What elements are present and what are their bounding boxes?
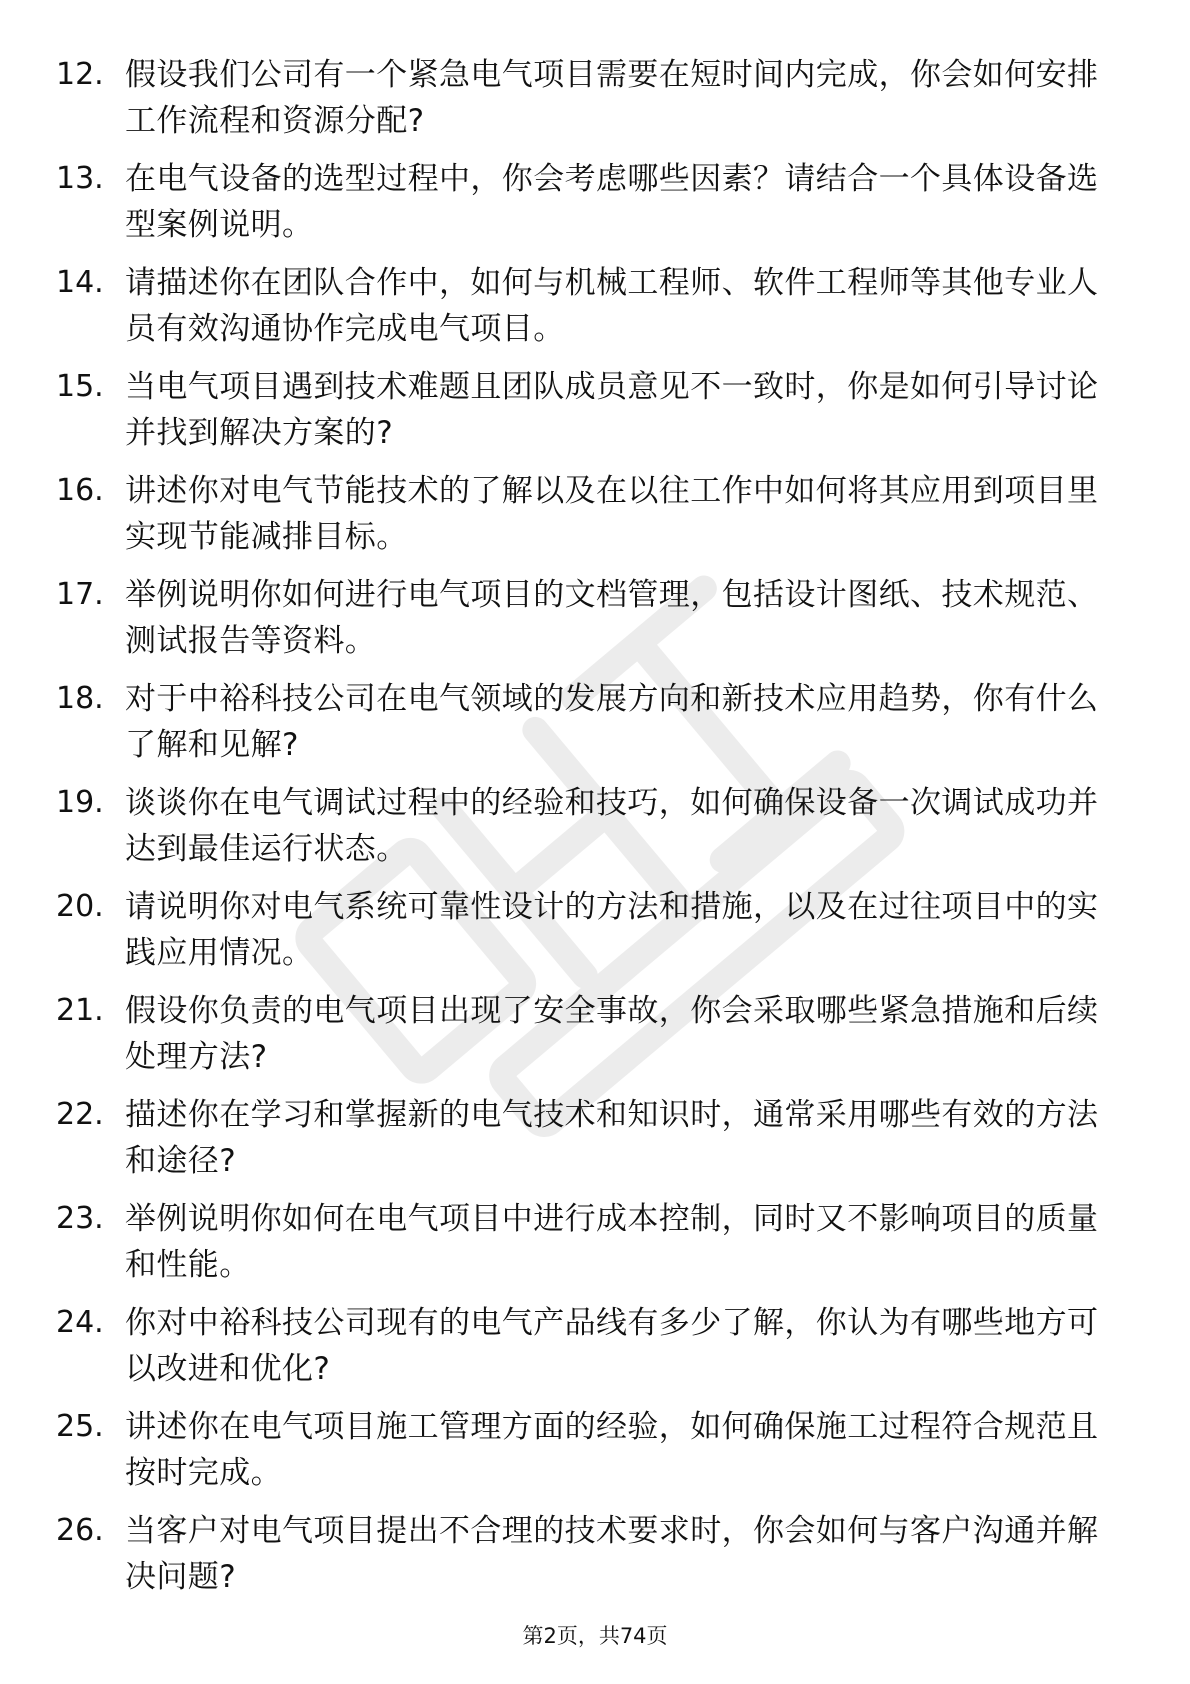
question-number: 13. bbox=[56, 161, 104, 196]
question-item bbox=[56, 364, 1112, 468]
question-item bbox=[56, 260, 1112, 364]
question-item bbox=[56, 1508, 1112, 1612]
question-number: 21. bbox=[56, 993, 104, 1028]
question-text: 请描述你在团队合作中，如何与机械工程师、软件工程师等其他专业人员有效沟通协作完成电气项目。 bbox=[125, 265, 1099, 347]
question-text: 举例说明你如何进行电气项目的文档管理，包括设计图纸、技术规范、测试报告等资料。 bbox=[125, 577, 1099, 659]
question-item bbox=[56, 468, 1112, 572]
question-item bbox=[56, 1092, 1112, 1196]
question-text: 描述你在学习和掌握新的电气技术和知识时，通常采用哪些有效的方法和途径? bbox=[125, 1097, 1099, 1179]
page-footer: 第2页，共74页 bbox=[522, 1624, 668, 1648]
question-item bbox=[56, 1196, 1112, 1300]
question-number: 17. bbox=[56, 577, 104, 612]
question-number: 18. bbox=[56, 681, 104, 716]
question-item bbox=[56, 156, 1112, 260]
question-number: 26. bbox=[56, 1513, 104, 1548]
question-item bbox=[56, 676, 1112, 780]
question-number: 15. bbox=[56, 369, 104, 404]
question-text: 当客户对电气项目提出不合理的技术要求时，你会如何与客户沟通并解决问题? bbox=[125, 1513, 1099, 1595]
question-number: 24. bbox=[56, 1305, 104, 1340]
question-text: 对于中裕科技公司在电气领域的发展方向和新技术应用趋势，你有什么了解和见解? bbox=[125, 681, 1099, 763]
question-number: 20. bbox=[56, 889, 104, 924]
question-number: 14. bbox=[56, 265, 104, 300]
question-item bbox=[56, 1300, 1112, 1404]
question-number: 12. bbox=[56, 57, 104, 92]
question-text: 讲述你对电气节能技术的了解以及在以往工作中如何将其应用到项目里实现节能减排目标。 bbox=[125, 473, 1099, 555]
question-text: 你对中裕科技公司现有的电气产品线有多少了解，你认为有哪些地方可以改进和优化? bbox=[125, 1305, 1099, 1387]
question-item bbox=[56, 52, 1112, 156]
question-text: 请说明你对电气系统可靠性设计的方法和措施，以及在过往项目中的实践应用情况。 bbox=[125, 889, 1099, 971]
question-text: 假设我们公司有一个紧急电气项目需要在短时间内完成，你会如何安排工作流程和资源分配? bbox=[125, 57, 1099, 139]
question-text: 假设你负责的电气项目出现了安全事故，你会采取哪些紧急措施和后续处理方法? bbox=[125, 993, 1099, 1075]
question-text: 当电气项目遇到技术难题且团队成员意见不一致时，你是如何引导讨论并找到解决方案的? bbox=[125, 369, 1099, 451]
question-item bbox=[56, 988, 1112, 1092]
question-text: 讲述你在电气项目施工管理方面的经验，如何确保施工过程符合规范且按时完成。 bbox=[125, 1409, 1099, 1491]
question-text: 谈谈你在电气调试过程中的经验和技巧，如何确保设备一次调试成功并达到最佳运行状态。 bbox=[125, 785, 1099, 867]
question-number: 16. bbox=[56, 473, 104, 508]
question-item bbox=[56, 572, 1112, 676]
question-text: 在电气设备的选型过程中，你会考虑哪些因素？请结合一个具体设备选型案例说明。 bbox=[125, 161, 1099, 243]
question-item bbox=[56, 780, 1112, 884]
question-item bbox=[56, 1404, 1112, 1508]
question-number: 25. bbox=[56, 1409, 104, 1444]
question-list bbox=[56, 52, 1112, 1612]
question-item bbox=[56, 884, 1112, 988]
question-number: 19. bbox=[56, 785, 104, 820]
question-number: 22. bbox=[56, 1097, 104, 1132]
question-number: 23. bbox=[56, 1201, 104, 1236]
question-text: 举例说明你如何在电气项目中进行成本控制，同时又不影响项目的质量和性能。 bbox=[125, 1201, 1099, 1283]
